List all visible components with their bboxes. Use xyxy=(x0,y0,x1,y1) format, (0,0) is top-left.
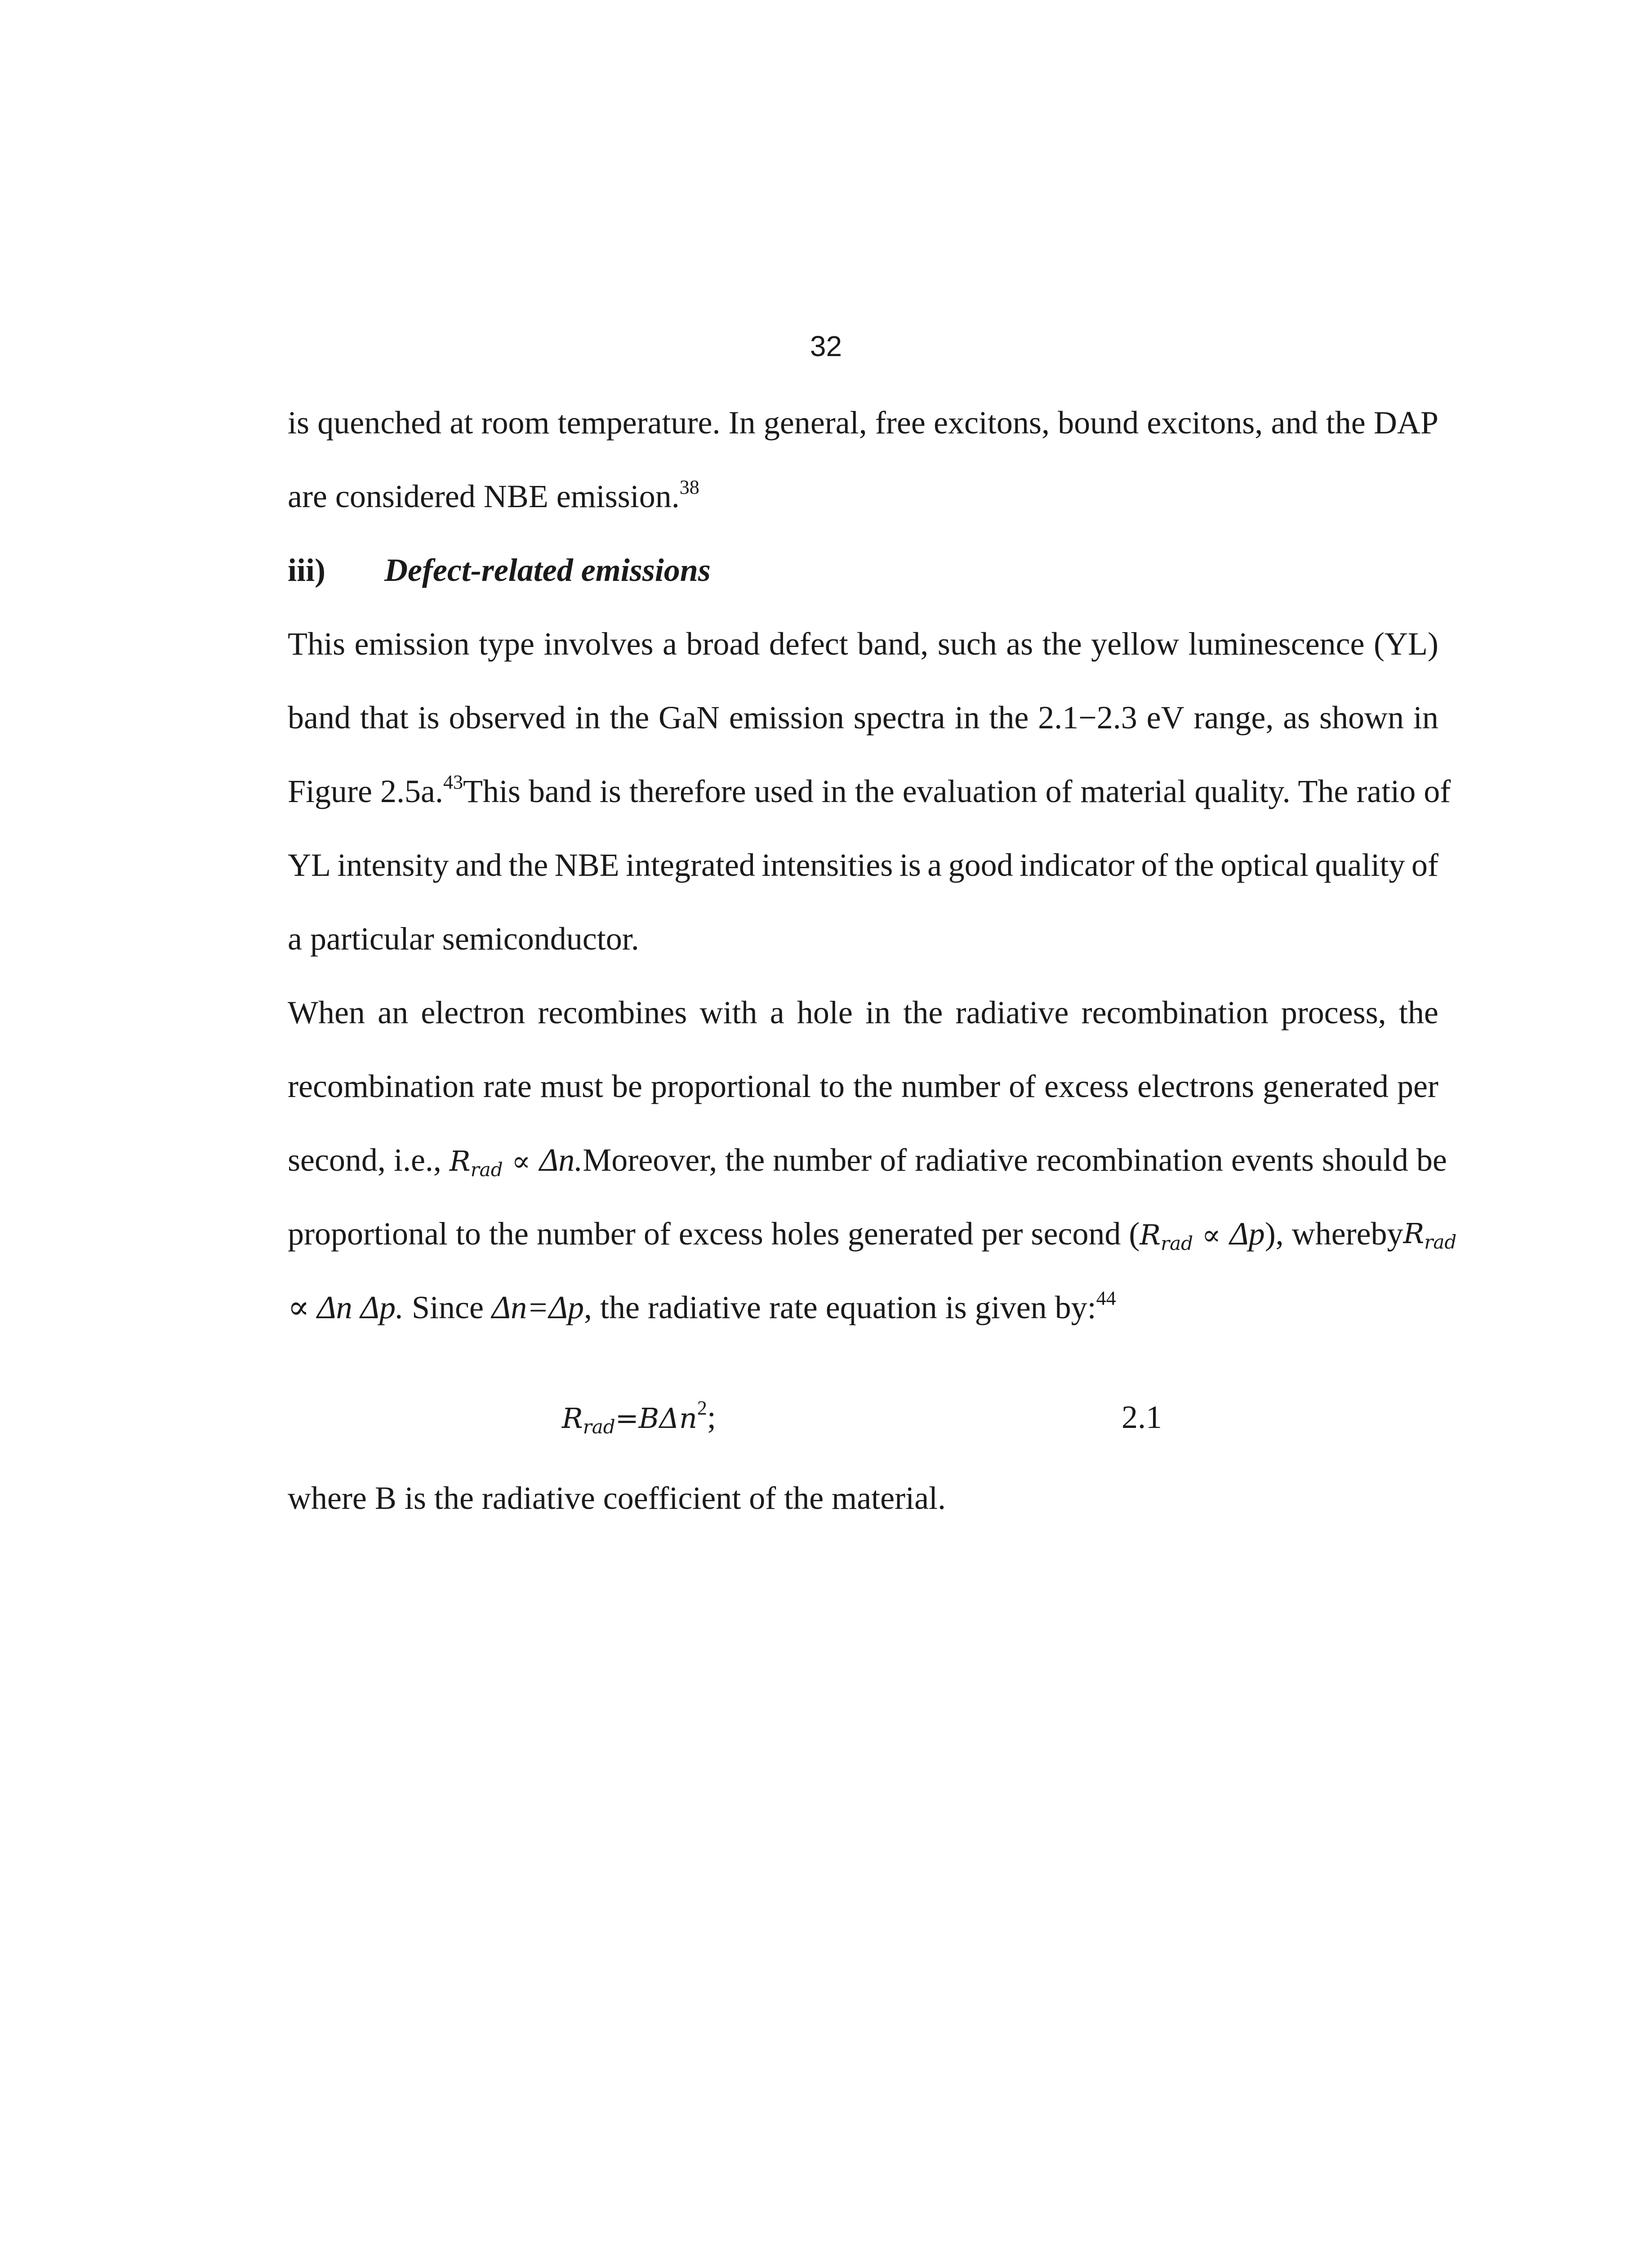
word: of xyxy=(1411,847,1438,883)
math-proportional: ∝ xyxy=(503,1145,539,1178)
math-subscript: rad xyxy=(1161,1232,1193,1254)
paragraph-3-line-3 xyxy=(288,1137,1447,1211)
word: NBE xyxy=(554,847,619,883)
word: generated xyxy=(1263,1068,1389,1104)
word: proportional xyxy=(651,1068,811,1104)
word: intensities xyxy=(761,847,893,883)
word: range, xyxy=(1193,700,1274,736)
word: involves xyxy=(543,626,654,662)
paragraph-1-line-2 xyxy=(288,474,1438,548)
word: with xyxy=(699,995,757,1030)
word: yellow xyxy=(1091,626,1180,662)
equation-expression xyxy=(562,1395,716,1441)
math-subscript: rad xyxy=(583,1416,615,1438)
word: band xyxy=(288,700,351,736)
equation-terminator: ; xyxy=(707,1399,716,1435)
math-r-rad xyxy=(449,1145,503,1181)
equation-lhs xyxy=(562,1402,615,1438)
word: be xyxy=(612,1068,642,1104)
math-proportional-dn-dp: ∝ Δn Δp. xyxy=(288,1289,404,1325)
word: the xyxy=(1042,626,1082,662)
word: is xyxy=(288,405,310,441)
paragraph-3-line-2 xyxy=(288,1064,1438,1137)
word: rate xyxy=(483,1068,532,1104)
math-delta-p: Δp xyxy=(1229,1216,1265,1252)
text-segment: Figure 2.5a. xyxy=(288,773,443,809)
word: must xyxy=(540,1068,603,1104)
word: electrons xyxy=(1137,1068,1255,1104)
word: emission xyxy=(729,700,844,736)
word: in xyxy=(575,700,601,736)
word: (YL) xyxy=(1373,626,1438,662)
citation-ref: 43 xyxy=(443,771,463,793)
word: 2.1−2.3 xyxy=(1038,700,1137,736)
word: is xyxy=(418,700,440,736)
equation-2-1 xyxy=(288,1386,1438,1476)
word: type xyxy=(479,626,534,662)
paragraph-1-line-1 xyxy=(288,400,1438,474)
word: an xyxy=(378,995,409,1030)
word: intensity xyxy=(337,847,449,883)
figure-reference xyxy=(288,769,463,843)
math-r-rad xyxy=(1403,1211,1457,1285)
text-segment: a particular semiconductor. xyxy=(288,921,639,957)
page-number: 32 xyxy=(810,330,842,362)
paragraph-3-line-1 xyxy=(288,990,1438,1064)
word: optical xyxy=(1220,847,1309,883)
word: in xyxy=(865,995,891,1030)
paragraph-2-line-4 xyxy=(288,843,1438,916)
math-symbol: R xyxy=(449,1145,471,1178)
word: of xyxy=(1141,847,1168,883)
word: temperature. xyxy=(557,405,721,441)
word: the xyxy=(853,1068,893,1104)
word: such xyxy=(937,626,997,662)
word: defect xyxy=(769,626,848,662)
math-subscript: rad xyxy=(470,1159,503,1181)
word: eV xyxy=(1146,700,1184,736)
section-title: Defect-related emissions xyxy=(384,552,711,588)
word: shown xyxy=(1319,700,1404,736)
word: is xyxy=(899,847,921,883)
text-segment: proportional to the number of excess holes generated per second ( xyxy=(288,1216,1140,1252)
word: spectra xyxy=(853,700,945,736)
word: as xyxy=(1006,626,1033,662)
paragraph-3-line-5 xyxy=(288,1285,1438,1359)
word: and xyxy=(1271,405,1318,441)
paragraph-2-line-6 xyxy=(288,916,1438,990)
math-exponent: 2 xyxy=(697,1397,707,1419)
text-segment: ), whereby xyxy=(1265,1216,1403,1252)
word: at xyxy=(450,405,473,441)
paragraph-3-line-4 xyxy=(288,1211,1457,1285)
word: hole xyxy=(797,995,853,1030)
word: a xyxy=(662,626,677,662)
paragraph-2-line-1 xyxy=(288,621,1438,695)
word: per xyxy=(1397,1068,1438,1104)
word: the xyxy=(989,700,1029,736)
word: indicator xyxy=(1019,847,1135,883)
section-number: iii) xyxy=(288,552,325,588)
word: In xyxy=(728,405,756,441)
math-symbol: R xyxy=(562,1402,583,1435)
math-expression: =BΔn xyxy=(615,1402,697,1435)
word: the xyxy=(1398,995,1438,1030)
word: GaN xyxy=(659,700,720,736)
section-heading xyxy=(288,548,1438,621)
word: the xyxy=(903,995,943,1030)
word: excitons, xyxy=(1147,405,1263,441)
word: YL xyxy=(288,847,331,883)
math-proportional: ∝ xyxy=(1193,1218,1230,1251)
text-segment: are considered NBE emission. xyxy=(288,478,680,514)
word: room xyxy=(481,405,550,441)
word: and xyxy=(455,847,502,883)
word: general, xyxy=(763,405,867,441)
math-symbol: R xyxy=(1403,1217,1425,1250)
word: broad xyxy=(686,626,760,662)
text-segment: This band is therefore used in the evaluation of material quality. The ratio of xyxy=(463,773,1451,809)
word: the xyxy=(508,847,548,883)
math-symbol: R xyxy=(1140,1218,1161,1251)
word: to xyxy=(819,1068,845,1104)
word: electron xyxy=(421,995,525,1030)
text-with-math xyxy=(288,1137,583,1211)
word: in xyxy=(954,700,980,736)
word: process, xyxy=(1281,995,1386,1030)
word: good xyxy=(948,847,1013,883)
word: band, xyxy=(857,626,929,662)
word: recombines xyxy=(538,995,687,1030)
word: quenched xyxy=(317,405,442,441)
word: in xyxy=(1413,700,1438,736)
word: When xyxy=(288,995,365,1030)
word: DAP xyxy=(1373,405,1438,441)
text-segment: Since xyxy=(411,1289,484,1325)
citation-ref: 38 xyxy=(679,476,699,498)
word: the xyxy=(1326,405,1366,441)
word: recombination xyxy=(288,1068,475,1104)
math-subscript: rad xyxy=(1424,1231,1457,1253)
word: excess xyxy=(1044,1068,1129,1104)
word: a xyxy=(770,995,784,1030)
text-segment: where B is the radiative coefficient of the material. xyxy=(288,1480,946,1516)
equation-rhs xyxy=(615,1397,707,1435)
word: the xyxy=(1174,847,1214,883)
word: recombination xyxy=(1081,995,1269,1030)
text-segment: Moreover, the number of radiative recombination events should be xyxy=(583,1142,1447,1178)
word: This xyxy=(288,626,346,662)
word: integrated xyxy=(626,847,755,883)
math-r-rad xyxy=(1140,1218,1193,1254)
equation-number: 2.1 xyxy=(1122,1399,1162,1435)
word: luminescence xyxy=(1188,626,1365,662)
document-body xyxy=(288,400,1457,1549)
paragraph-4 xyxy=(288,1476,1438,1549)
word: a xyxy=(927,847,942,883)
paragraph-2-line-3 xyxy=(288,769,1451,843)
math-dn-equals-dp: Δn=Δp xyxy=(491,1289,584,1325)
word: of xyxy=(1009,1068,1036,1104)
text-segment: second, i.e., xyxy=(288,1142,441,1178)
citation-ref: 44 xyxy=(1096,1287,1116,1309)
word: radiative xyxy=(955,995,1069,1030)
word: that xyxy=(360,700,409,736)
text-with-math xyxy=(288,1211,1403,1285)
word: free xyxy=(875,405,926,441)
word: emission xyxy=(354,626,470,662)
word: the xyxy=(610,700,650,736)
word: bound xyxy=(1058,405,1139,441)
word: observed xyxy=(449,700,566,736)
word: number xyxy=(901,1068,1001,1104)
word: as xyxy=(1283,700,1310,736)
paragraph-2-line-2 xyxy=(288,695,1438,769)
word: quality xyxy=(1315,847,1405,883)
text-segment: , the radiative rate equation is given by: xyxy=(584,1289,1096,1325)
math-delta-n: Δn. xyxy=(539,1142,583,1178)
word: excitons, xyxy=(934,405,1050,441)
